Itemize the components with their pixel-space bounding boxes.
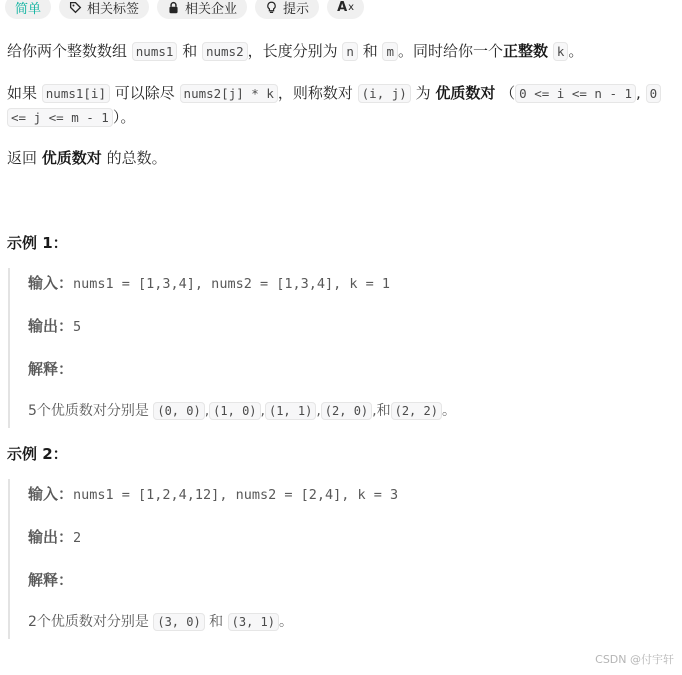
- text: ，则称数对: [277, 84, 358, 102]
- tag-bar: [5, 0, 364, 19]
- code-k: k: [553, 42, 569, 61]
- output-value: 2: [73, 530, 82, 546]
- text: ,: [636, 84, 646, 102]
- text: 和: [376, 403, 391, 419]
- text: 和: [204, 614, 228, 630]
- hints-label: 提示: [283, 1, 310, 17]
- related-companies-label: 相关企业: [185, 1, 238, 17]
- example-1-block: [8, 268, 670, 428]
- text: 。同时给你一个: [398, 42, 504, 60]
- input-label: 输入：: [28, 274, 74, 292]
- example-1-input: [28, 272, 390, 293]
- pair-code: (1, 1): [265, 402, 316, 420]
- description-paragraph-3: [7, 147, 167, 169]
- text: 。: [278, 614, 293, 630]
- code-n: n: [342, 42, 358, 61]
- text: 的总数。: [101, 149, 167, 167]
- input-value: nums1 = [1,2,4,12], nums2 = [2,4], k = 3: [73, 487, 399, 503]
- pair-code: (0, 0): [153, 402, 204, 420]
- code-j-range-start: 0: [646, 84, 662, 103]
- output-label: 输出：: [28, 528, 74, 546]
- text: 。: [568, 42, 584, 60]
- example-2-input: [28, 483, 398, 504]
- input-label: 输入：: [28, 485, 74, 503]
- example-2-explain-label: [28, 569, 73, 590]
- example-1-explanation: [28, 400, 456, 420]
- lightbulb-icon: [265, 1, 278, 14]
- output-label: 输出：: [28, 317, 74, 335]
- explain-label: 解释：: [28, 360, 74, 378]
- description-paragraph-1: [7, 40, 583, 63]
- text: 如果: [7, 84, 42, 102]
- related-tags-label: 相关标签: [87, 1, 140, 17]
- text: （: [495, 84, 516, 102]
- code-nums2: nums2: [202, 42, 248, 61]
- sep: ,: [204, 403, 210, 419]
- example-2-block: [8, 479, 670, 639]
- text: ）。: [112, 108, 136, 126]
- example-2-title: 示例 2：: [7, 445, 68, 463]
- hints-button[interactable]: [255, 0, 319, 19]
- input-value: nums1 = [1,3,4], nums2 = [1,3,4], k = 1: [73, 276, 390, 292]
- code-pair: (i, j): [358, 84, 411, 103]
- text: 返回: [7, 149, 42, 167]
- example-1-output: [28, 315, 81, 336]
- text: 5个优质数对分别是: [28, 403, 154, 419]
- output-value: 5: [73, 319, 82, 335]
- related-tags-button[interactable]: [59, 0, 149, 19]
- sep: ,: [260, 403, 265, 419]
- pair-code: (3, 1): [228, 613, 279, 631]
- pair-code: (2, 0): [321, 402, 372, 420]
- pair-code: (1, 0): [209, 402, 260, 420]
- text: 为: [410, 84, 436, 102]
- code-nums1-i: nums1[i]: [42, 84, 110, 103]
- bold-good-pair: 优质数对: [435, 84, 496, 102]
- code-j-range: <= j <= m - 1: [7, 108, 113, 127]
- text: 。: [441, 403, 456, 419]
- pair-code: (2, 2): [391, 402, 442, 420]
- lock-icon: [167, 1, 180, 14]
- sep: ,: [316, 403, 321, 419]
- example-1-title: 示例 1：: [7, 234, 68, 252]
- example-1-explain-label: [28, 358, 73, 379]
- text: 2个优质数对分别是: [28, 614, 154, 630]
- code-i-range: 0 <= i <= n - 1: [515, 84, 636, 103]
- text: 和: [357, 42, 383, 60]
- example-2-output: [28, 526, 81, 547]
- translate-icon-sub: x: [348, 1, 355, 13]
- bold-good-pair: 优质数对: [41, 149, 102, 167]
- code-m: m: [382, 42, 398, 61]
- code-nums2-j-k: nums2[j] * k: [180, 84, 278, 103]
- text: 可以除尽: [110, 84, 180, 102]
- watermark: CSDN @付宇轩: [595, 653, 674, 666]
- example-2-explanation: [28, 611, 293, 631]
- translate-button[interactable]: [327, 0, 364, 19]
- related-companies-button[interactable]: [157, 0, 247, 19]
- text: 给你两个整数数组: [7, 42, 132, 60]
- translate-icon: A: [337, 0, 348, 15]
- bold-positive-integer: 正整数: [503, 42, 549, 60]
- code-nums1: nums1: [132, 42, 178, 61]
- text: 和: [177, 42, 202, 60]
- pair-code: (3, 0): [153, 613, 204, 631]
- text: ，长度分别为: [247, 42, 343, 60]
- difficulty-badge[interactable]: [5, 0, 51, 19]
- tag-icon: [69, 1, 82, 14]
- description-paragraph-2: [7, 82, 661, 105]
- sep: ,: [372, 403, 377, 419]
- explain-label: 解释：: [28, 571, 74, 589]
- difficulty-label: 简单: [15, 1, 42, 17]
- description-paragraph-2-cont: [7, 106, 135, 129]
